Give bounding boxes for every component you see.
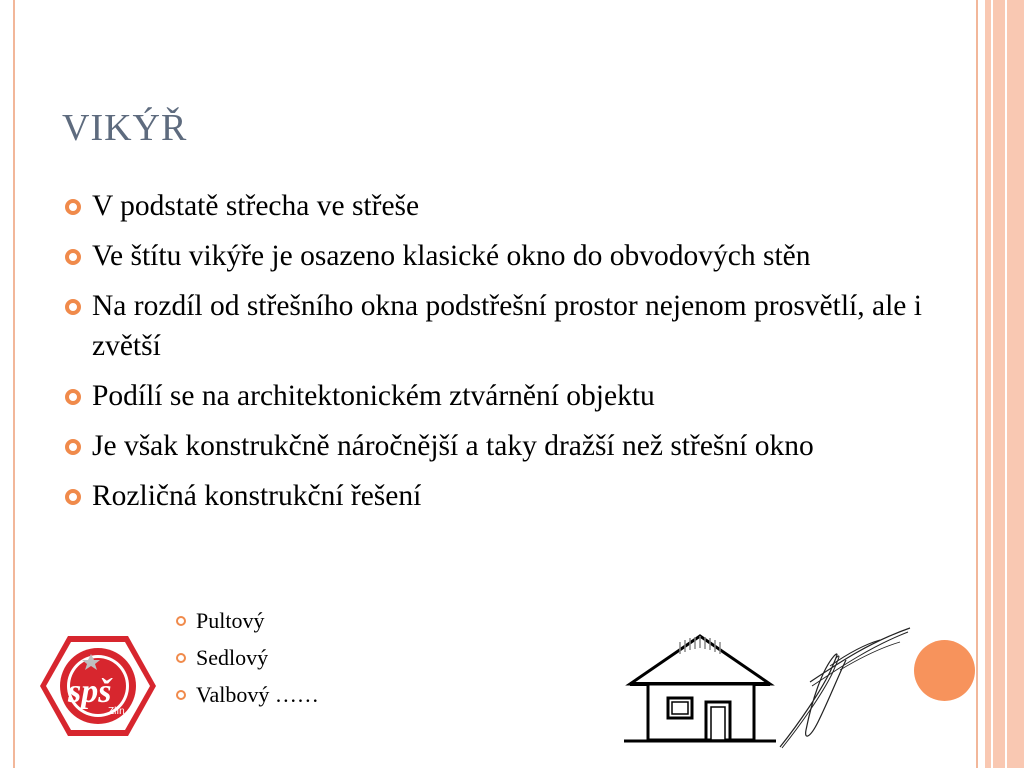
bullet-dot-icon <box>65 439 81 455</box>
bullet-text: Na rozdíl od střešního okna podstřešní prostor nejenom prosvětlí, ale i zvětší <box>92 290 922 362</box>
sub-bullet-text: Valbový …… <box>196 682 319 707</box>
sub-bullet-item <box>176 639 319 676</box>
sub-bullet-text: Sedlový <box>196 645 269 670</box>
bullet-text: Ve štítu vikýře je osazeno klasické okno do obvodových stěn <box>92 240 811 272</box>
sub-bullet-text: Pultový <box>196 608 265 633</box>
bullet-item <box>62 236 922 276</box>
bullet-item <box>62 426 922 466</box>
frame-line-right <box>976 0 978 768</box>
bullet-text: V podstatě střecha ve střeše <box>92 190 420 222</box>
school-logo-icon <box>38 634 158 743</box>
bullet-dot-icon <box>65 249 81 265</box>
decorative-orange-circle <box>914 640 975 701</box>
sub-bullet-dot-icon <box>176 653 186 663</box>
house-icon <box>620 632 780 749</box>
bullet-dot-icon <box>65 299 81 315</box>
frame-line-left <box>13 0 15 768</box>
logo-subtext: Zlín <box>108 706 125 717</box>
frame-band-right <box>985 0 1024 768</box>
sub-bullet-list <box>176 602 319 713</box>
bullet-item <box>62 186 922 226</box>
bullet-item <box>62 476 922 516</box>
bullet-dot-icon <box>65 199 81 215</box>
bullet-text: Podílí se na architektonickém ztvárnění objektu <box>92 380 655 412</box>
bullet-dot-icon <box>65 389 81 405</box>
bullet-item <box>62 286 922 366</box>
bullet-text: Je však konstrukčně náročnější a taky dražší než střešní okno <box>92 430 814 462</box>
signature-icon <box>770 622 920 757</box>
sub-bullet-item <box>176 602 319 639</box>
bullet-item <box>62 376 922 416</box>
sub-bullet-dot-icon <box>176 616 186 626</box>
logo-text: spš <box>68 673 112 710</box>
bullet-text: Rozličná konstrukční řešení <box>92 480 422 512</box>
slide-title: VIKÝŘ <box>62 107 188 149</box>
sub-bullet-dot-icon <box>176 690 186 700</box>
sub-bullet-item <box>176 676 319 713</box>
bullet-dot-icon <box>65 489 81 505</box>
bullet-list <box>62 186 922 526</box>
